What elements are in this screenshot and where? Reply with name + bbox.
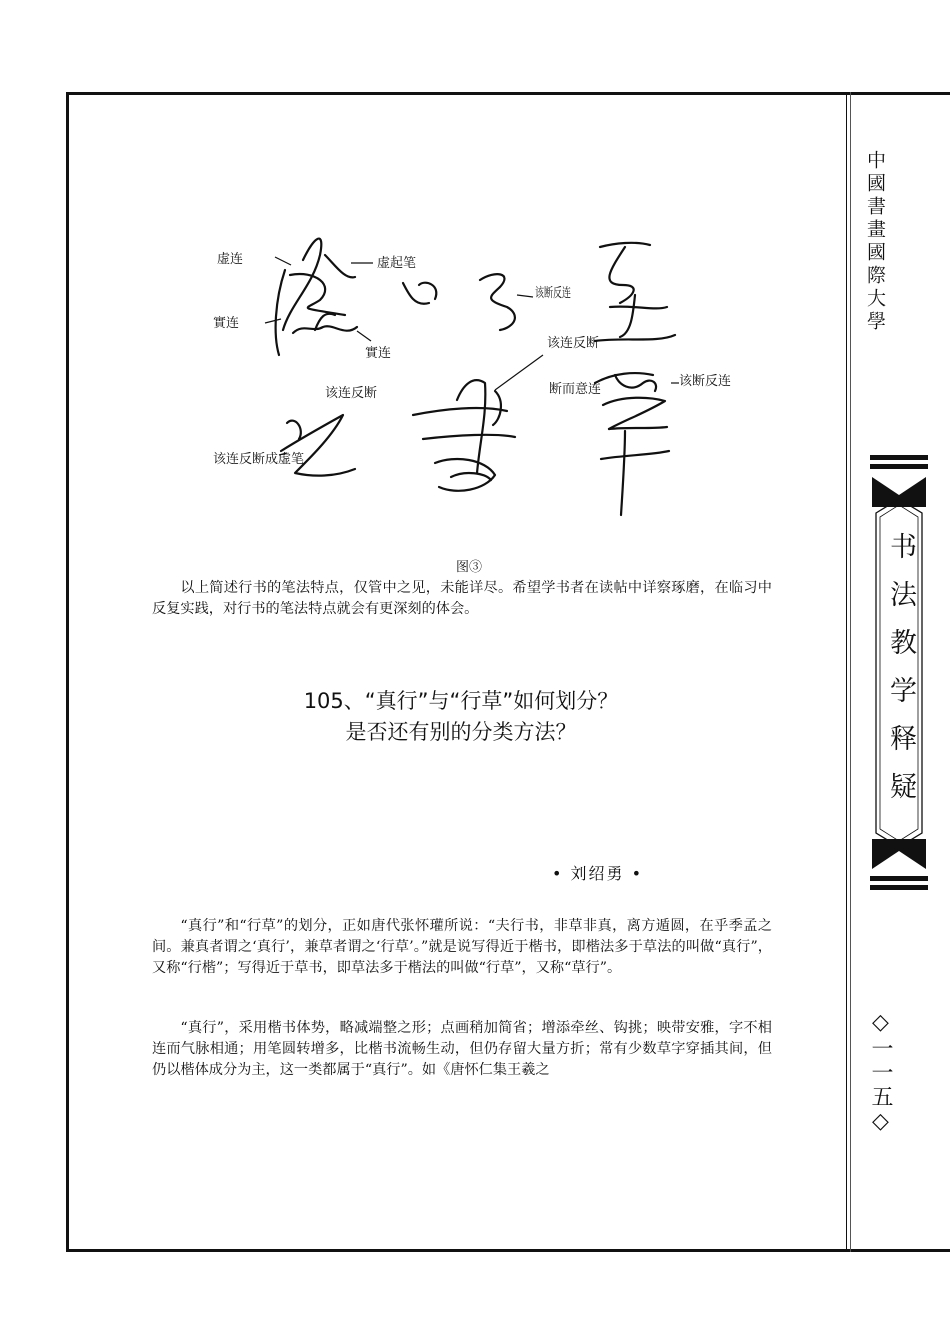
university-name: 中國書畫國際大學	[864, 150, 886, 334]
body-paragraph-1: “真行”和“行草”的划分，正如唐代张怀瓘所说：“夫行书，非草非真，离方遁圆，在乎季孟之间。兼真者谓之‘真行’，兼草者谓之‘行草’。”就是说写得近于楷书，即楷法多于草法的叫做“真行”，又称“行楷”；写得近于草书，即草法多于楷法的叫做“行草”，又称“草行”。	[152, 918, 772, 976]
sidebar-divider-inner	[850, 92, 851, 1252]
heading-line-1: 105、“真行”与“行草”如何划分？	[303, 689, 619, 713]
calligraphy-figure	[195, 215, 755, 535]
section-heading	[150, 686, 772, 748]
book-title: 书法教学释疑	[885, 532, 916, 820]
annotation-gailian-fanduan-1: 该连反断	[547, 336, 600, 351]
figure-caption-wrap	[0, 556, 950, 575]
page-number: ◇一一五◇	[868, 1010, 893, 1136]
sidebar-divider	[846, 92, 847, 1252]
annotation-duan-er-yilian: 断而意连	[549, 382, 602, 397]
body-paragraph-2: “真行”，采用楷书体势，略减端整之形；点画稍加简省；增添牵丝、钩挑；映带安雅，字不相连而气脉相通；用笔圆转增多，比楷书流畅生动，但仍存留大量方折；常有少数草字穿插其间，但仍以楷体成分为主，这一类都属于“真行”。如《唐怀仁集王羲之	[152, 1020, 772, 1078]
annotation-gailian-fanduan-xuqibi: 该连反断成虚笔	[213, 452, 305, 467]
annotation-shilian-mid: 實连	[365, 346, 392, 361]
figure-caption: 图③	[455, 560, 482, 575]
heading-line-2: 是否还有别的分类方法？	[345, 720, 577, 744]
author-name: • 刘绍勇 •	[552, 864, 644, 883]
annotation-xulian: 虚连	[217, 252, 244, 267]
annotation-gaiduan-fanlian-1: 该断反连	[535, 286, 588, 301]
annotation-gailian-fanduan-2: 该连反断	[325, 386, 378, 401]
intro-paragraph: 以上简述行书的笔法特点，仅管中之见，未能详尽。希望学书者在读帖中详察琢磨，在临习中反复实践，对行书的笔法特点就会有更深刻的体会。	[152, 580, 772, 617]
calligraphy-illustration	[195, 215, 755, 535]
annotation-xuqibi: 虚起笔	[377, 256, 417, 271]
annotation-shilian-left: 實连	[213, 316, 240, 331]
annotation-gaiduan-fanlian-2: 该断反连	[679, 374, 732, 389]
